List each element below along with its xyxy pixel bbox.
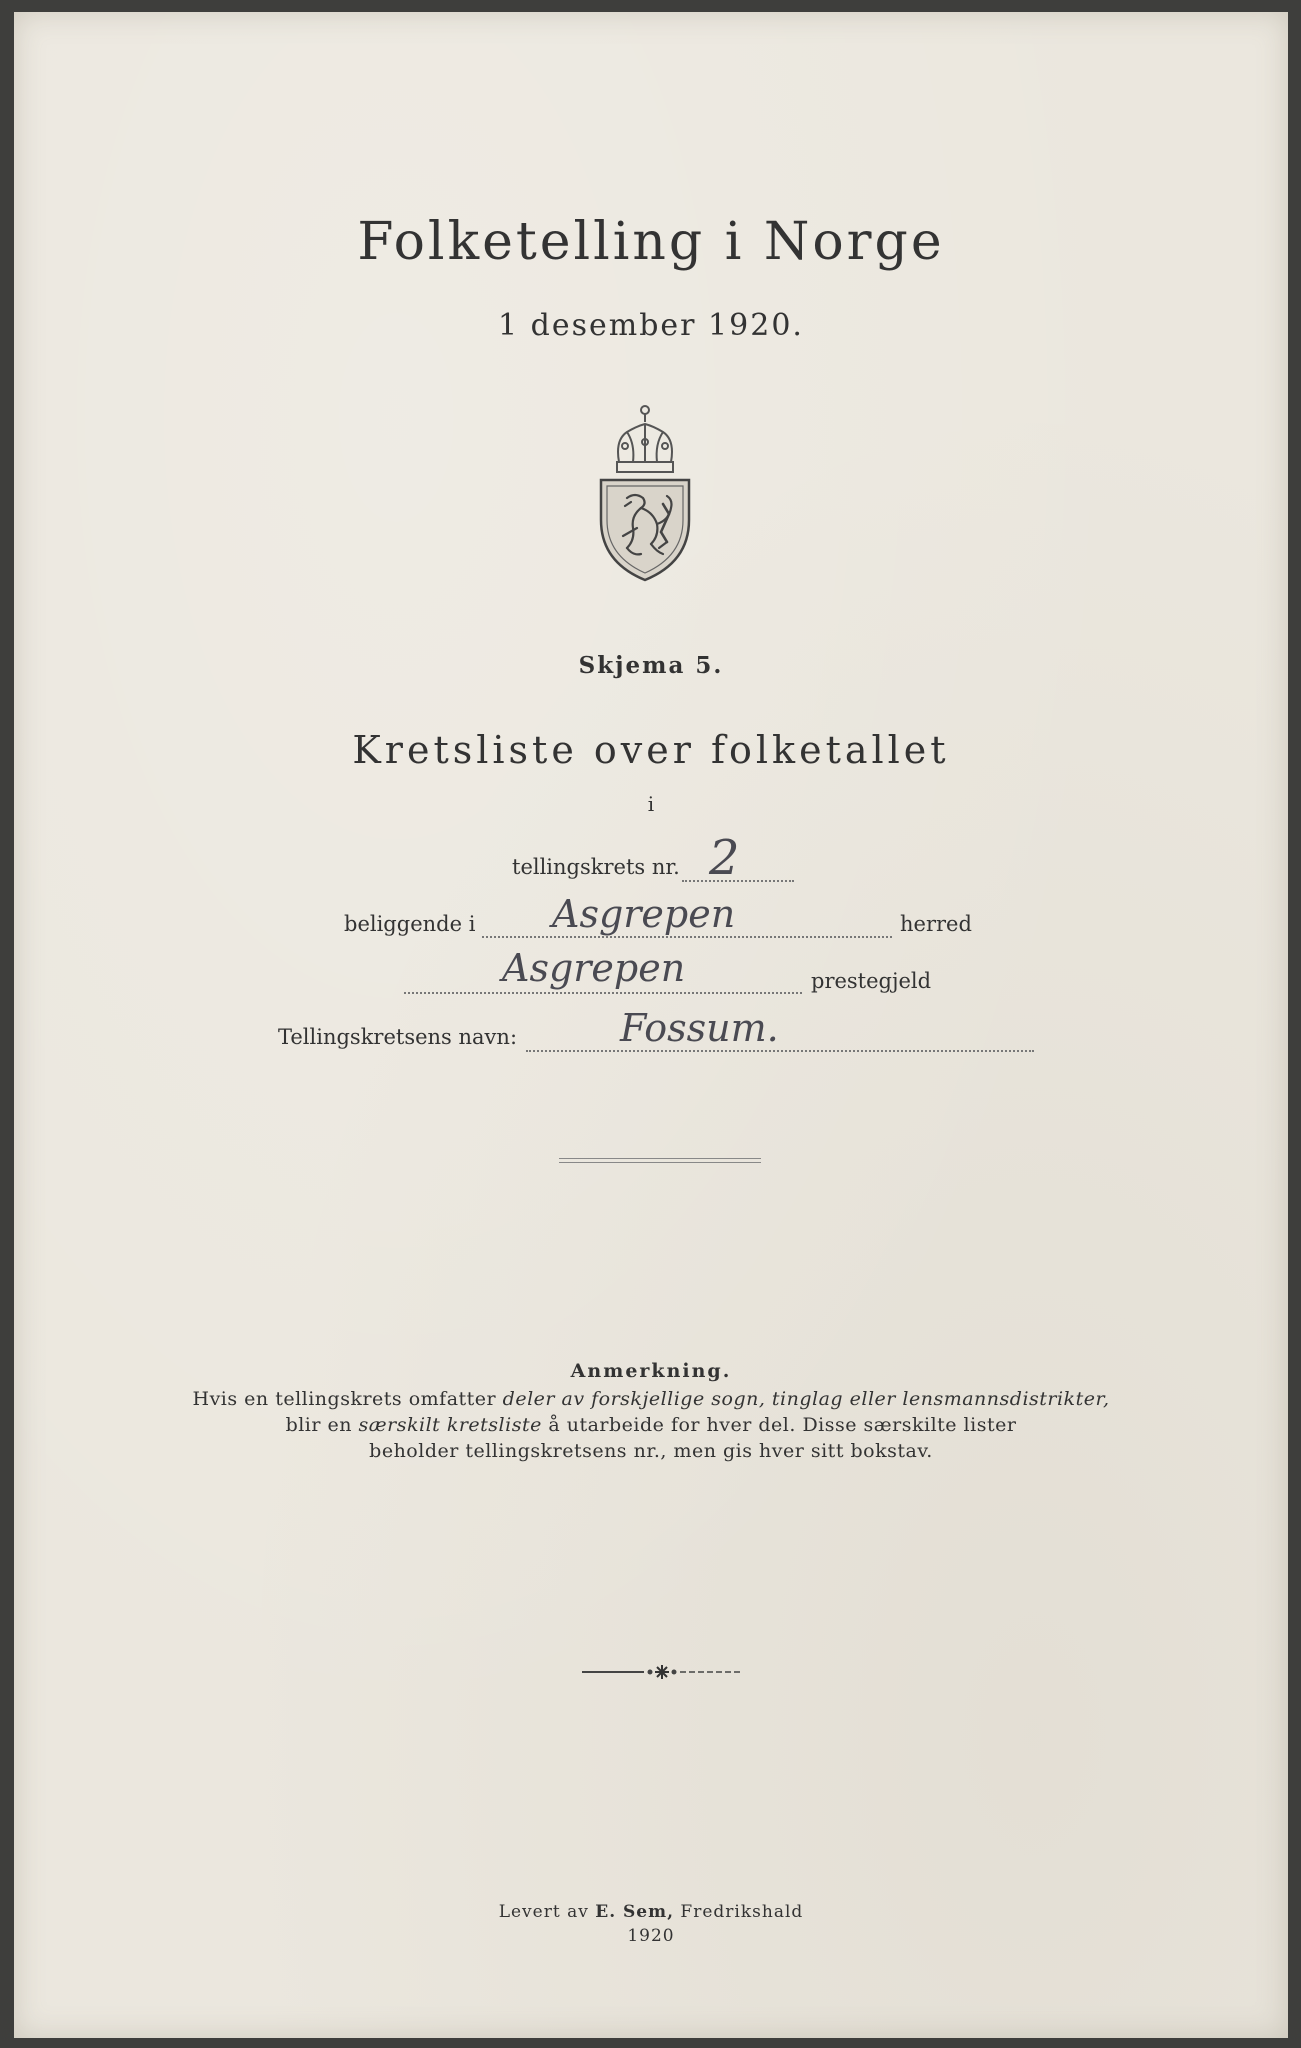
connector-word: i [647,792,655,816]
note-heading: Anmerkning. [570,1360,732,1382]
note-line-3: beholder tellingskretsens nr., men gis hver sitt bokstav. [369,1440,933,1462]
divider-rule [559,1158,761,1163]
beliggende-label: beliggende i [344,912,476,936]
ornament-divider-icon [582,1662,742,1682]
printer-name: E. Sem, [595,1902,675,1922]
printer-year: 1920 [627,1926,675,1946]
census-form-page [14,12,1288,2038]
printer-location: Fredrikshald [674,1902,804,1922]
krets-number-value: 2 [709,830,740,886]
note-line-2 [14,1414,1288,1436]
herred-value: Asgrepen [552,892,736,936]
prestegjeld-line [404,992,802,994]
note-line-2-emphasis: særskilt kretsliste [358,1414,542,1436]
prestegjeld-value: Asgrepen [502,946,686,990]
document-title: Folketelling i Norge [357,212,945,272]
herred-line [482,936,892,938]
census-date: 1 desember 1920. [498,308,804,343]
schema-number: Skjema 5. [578,652,724,679]
note-line-2-text-a: blir en [285,1414,359,1436]
krets-name-line [526,1050,1034,1052]
prestegjeld-label: prestegjeld [811,969,932,993]
printer-credit [14,1902,1288,1922]
note-line-1-text: Hvis en tellingskrets omfatter [192,1388,503,1410]
note-line-1 [14,1388,1288,1410]
krets-name-value: Fossum. [620,1006,779,1050]
note-line-2-text-c: å utarbeide for hver del. Disse særskilte lister [541,1414,1017,1436]
norwegian-coat-of-arms-icon [597,402,693,582]
krets-name-label: Tellingskretsens navn: [278,1025,518,1049]
form-subtitle: Kretsliste over folketallet [352,728,950,772]
printer-credit-prefix: Levert av [498,1902,596,1922]
herred-label: herred [900,912,972,936]
krets-number-label: tellingskrets nr. [512,855,680,879]
note-line-1-emphasis: deler av forskjellige sogn, tinglag eller lensmannsdistrikter, [502,1388,1110,1410]
